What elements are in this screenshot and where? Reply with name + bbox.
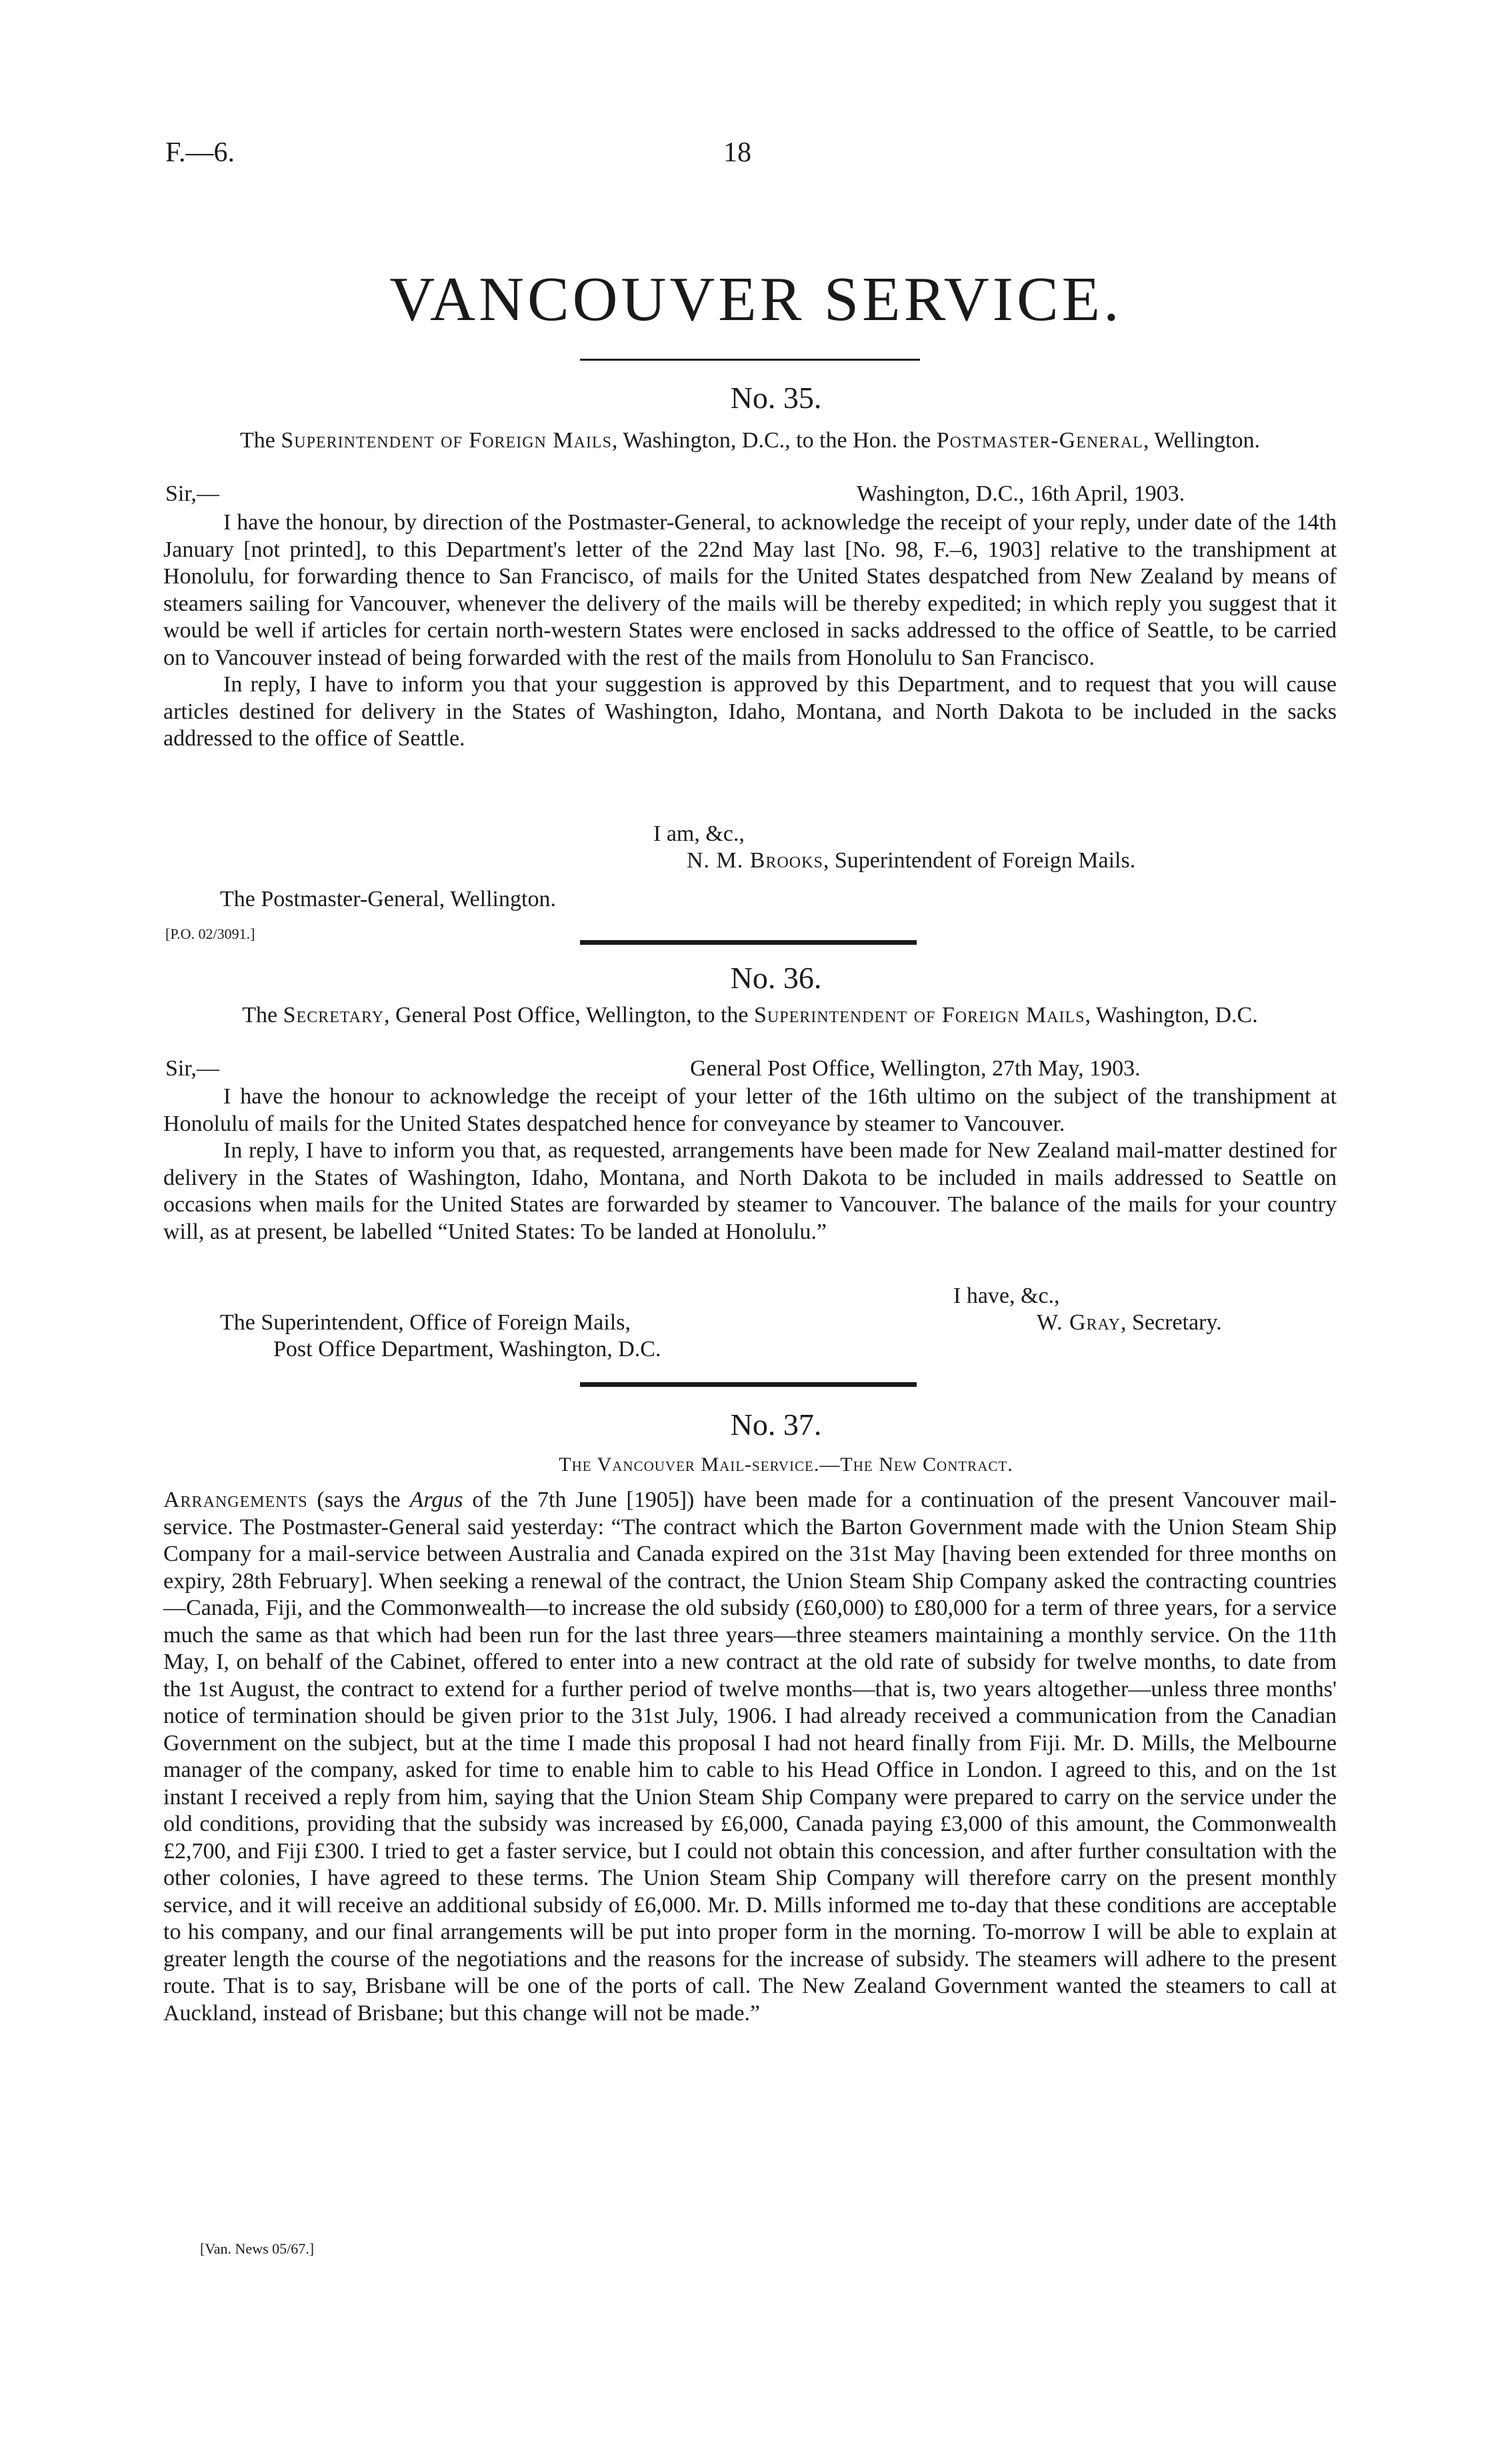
letter-36-addressee-line-1: The Superintendent, Office of Foreign Mails,	[220, 1310, 631, 1335]
letter-35-heading: The Superintendent of Foreign Mails, Washington, D.C., to the Hon. the Postmaster-General, Wellington.	[240, 428, 1260, 453]
letter-35-salutation: Sir,—	[165, 481, 219, 506]
letter-35-number: No. 35.	[730, 381, 822, 415]
article-37-number: No. 37.	[730, 1408, 822, 1442]
article-37-reference: [Van. News 05/67.]	[200, 2240, 315, 2257]
title-divider	[580, 359, 920, 361]
letter-35-paragraph-1: I have the honour, by direction of the Postmaster-General, to acknowledge the receipt of your reply, under date of the 14th January [not printed], to this Department's letter of the 22nd May last [No. 98, F.–6, 1903] relative to the transhipment at Honolulu, for forwarding thence to San Francisco, of mails for the United States despatched from New Zealand by means of steamers sailing for Vancouver, whenever the delivery of the mails will be thereby expedited; in which reply you suggest that it would be well if articles for certain north-western States were enclosed in sacks addressed to the office of Seattle, to be carried on to Vancouver instead of being forwarded with the rest of the mails from Honolulu to San Francisco.	[163, 510, 1337, 670]
letter-36-number: No. 36.	[730, 961, 822, 995]
letter-35-closing: I am, &c.,	[653, 821, 745, 846]
letter-36-salutation: Sir,—	[165, 1056, 219, 1081]
letter-36-paragraph-1: I have the honour to acknowledge the receipt of your letter of the 16th ultimo on the subject of the transhipment at Honolulu of mails for the United States despatched hence for conveyance by steamer to Vancouver.	[163, 1084, 1337, 1136]
article-37-body	[163, 1487, 1337, 2027]
letter-36-dateline: General Post Office, Wellington, 27th May, 1903.	[690, 1056, 1141, 1081]
letter-35-paragraph-2: In reply, I have to inform you that your suggestion is approved by this Department, and to request that you will cause articles destined for delivery in the States of Washington, Idaho, Montana, and North Dakota to be included in the sacks addressed to the office of Seattle.	[163, 672, 1337, 751]
letter-35-signature: N. M. Brooks, Superintendent of Foreign Mails.	[687, 848, 1136, 873]
letter-35-addressee: The Postmaster-General, Wellington.	[220, 887, 556, 911]
letter-36-paragraph-2: In reply, I have to inform you that, as requested, arrangements have been made for New Zealand mail-matter destined for delivery in the States of Washington, Idaho, Montana, and North Dakota to be included in mails addressed to Seattle on occasions when mails for the United States are forwarded by steamer to Vancouver. The balance of the mails for your country will, as at present, be labelled “United States: To be landed at Honolulu.”	[163, 1138, 1337, 1244]
letter-36-closing: I have, &c.,	[953, 1284, 1060, 1308]
section-divider	[580, 1382, 917, 1387]
letter-36-body	[163, 1083, 1337, 1246]
letter-36-addressee-line-2: Post Office Department, Washington, D.C.	[273, 1337, 661, 1362]
article-37-subtitle: The Vancouver Mail-service.—The New Contract.	[559, 1454, 1013, 1476]
document-reference: F.—6.	[165, 137, 235, 168]
letter-36-signature: W. Gray, Secretary.	[1037, 1310, 1222, 1335]
article-37-paragraph: Arrangements (says the Argus of the 7th June [1905]) have been made for a continuation of the present Vancouver mail-service. The Postmaster-General said yesterday: “The contract which the Barton Government made with the Union Steam Ship Company for a mail-service between Australia and Canada expired on the 31st May [having been extended for three months on expiry, 28th February]. When seeking a renewal of the contract, the Union Steam Ship Company asked the contracting countries—Canada, Fiji, and the Commonwealth—to increase the old subsidy (£60,000) to £80,000 for a term of three years, for a service much the same as that which had been run for the last three years—three steamers maintaining a monthly service. On the 11th May, I, on behalf of the Cabinet, offered to enter into a new contract at the old rate of subsidy for twelve months, to date from the 1st August, the contract to extend for a further period of twelve months—that is, two years altogether—unless three months' notice of termination should be given prior to the 31st July, 1906. I had already received a communication from the Canadian Government on the subject, but at the time I made this proposal I had not heard finally from Fiji. Mr. D. Mills, the Melbourne manager of the company, asked for time to enable him to cable to his Head Office in London. I agreed to this, and on the 1st instant I received a reply from him, saying that the Union Steam Ship Company were prepared to carry on the service under the old conditions, providing that the subsidy was increased by £6,000, Canada paying £3,000 of this amount, the Commonwealth £2,700, and Fiji £300. I tried to get a faster service, but I could not obtain this concession, and after further consultation with the other colonies, I have agreed to these terms. The Union Steam Ship Company will therefore carry on the present monthly service, and it will receive an additional subsidy of £6,000. Mr. D. Mills informed me to-day that these conditions are acceptable to his company, and our final arrangements will be put into proper form in the morning. To-morrow I will be able to explain at greater length the course of the negotiations and the reasons for the increase of subsidy. The steamers will adhere to the present route. That is to say, Brisbane will be one of the ports of call. The New Zealand Government wanted the steamers to call at Auckland, instead of Brisbane; but this change will not be made.”	[163, 1488, 1337, 2026]
section-divider	[580, 940, 917, 945]
letter-36-heading: The Secretary, General Post Office, Wellington, to the Superintendent of Foreign Mails, Washington, D.C.	[242, 1003, 1258, 1027]
letter-35-dateline: Washington, D.C., 16th April, 1903.	[857, 481, 1185, 506]
letter-35-reference: [P.O. 02/3091.]	[165, 925, 255, 942]
page-title: VANCOUVER SERVICE.	[389, 265, 1123, 334]
page-number: 18	[723, 137, 751, 168]
letter-35-body	[163, 509, 1337, 753]
